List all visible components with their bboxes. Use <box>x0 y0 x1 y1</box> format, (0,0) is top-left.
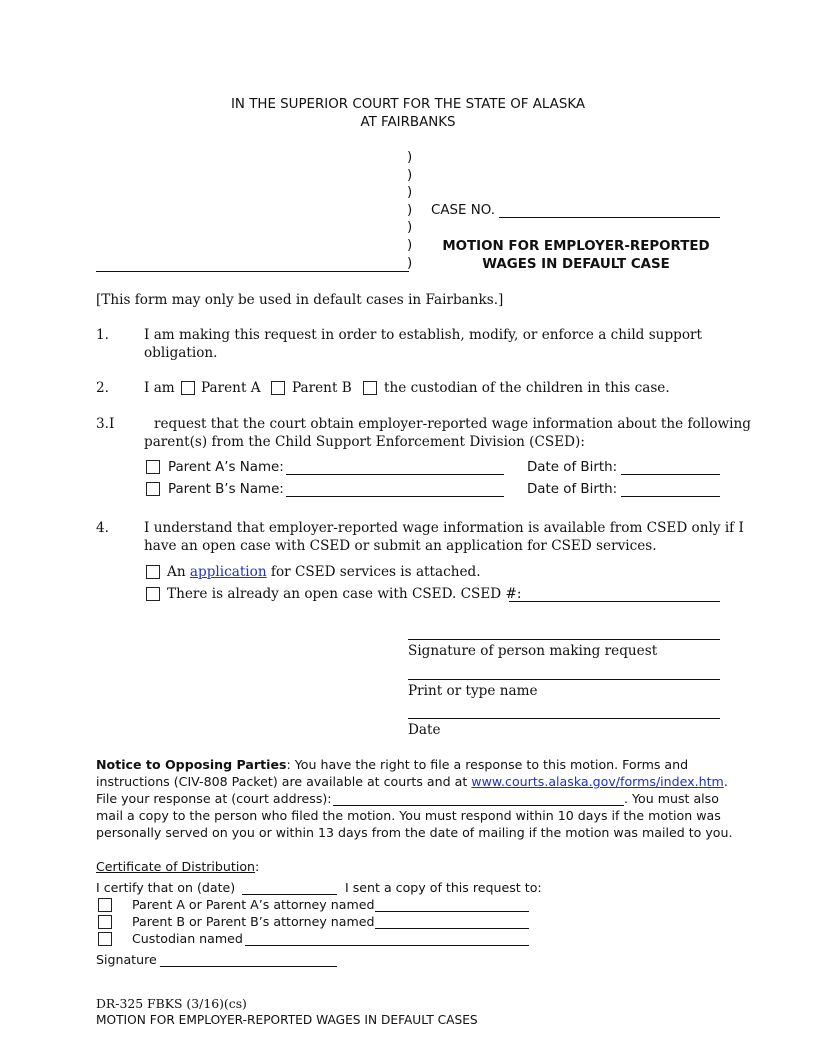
notice-line5: personally served on you or within 13 days from the date of mailing if the motion was mailed to you. <box>96 825 733 840</box>
parent-a-checkbox[interactable] <box>181 381 195 395</box>
print-name-line[interactable] <box>408 679 720 680</box>
distribution-parent-b-field[interactable] <box>375 928 529 929</box>
notice-period: . <box>723 774 728 789</box>
item3-text-line2: parent(s) from the Child Support Enforcement Division (CSED): <box>144 434 585 450</box>
notice-line3-post: . You must also <box>624 791 719 806</box>
item1-text-line1: I am making this request in order to establish, modify, or enforce a child support <box>144 327 702 343</box>
court-location: AT FAIRBANKS <box>360 115 456 130</box>
parent-a-label: Parent A <box>201 380 261 396</box>
item2-number: 2. <box>96 380 109 396</box>
date-line[interactable] <box>408 718 720 719</box>
parent-b-name-checkbox[interactable] <box>146 482 160 496</box>
certify-sent-label: I sent a copy of this request to: <box>345 880 542 895</box>
forms-website-link[interactable]: www.courts.alaska.gov/forms/index.htm <box>471 774 724 789</box>
item3-text-line1: request that the court obtain employer-reported wage information about the following <box>154 416 751 432</box>
parent-a-name-field[interactable] <box>286 474 504 475</box>
notice-line1 <box>96 757 688 772</box>
caption-paren: ) <box>407 220 413 235</box>
caption-paren: ) <box>407 150 413 165</box>
caption-paren: ) <box>407 256 413 271</box>
print-name-label: Print or type name <box>408 683 538 699</box>
distribution-signature-label: Signature <box>96 952 157 967</box>
case-no-field[interactable] <box>499 217 720 218</box>
csed-number-field[interactable] <box>509 601 720 602</box>
item2-lead: I am <box>144 380 175 396</box>
certify-date-field[interactable] <box>242 894 337 895</box>
form-title-line2: WAGES IN DEFAULT CASE <box>482 257 670 272</box>
form-title-line1: MOTION FOR EMPLOYER-REPORTED <box>442 239 710 254</box>
distribution-parent-a-field[interactable] <box>375 911 529 912</box>
caption-paren: ) <box>407 238 413 253</box>
item4-text-line2: have an open case with CSED or submit an application for CSED services. <box>144 538 657 554</box>
item3-number: 3.I <box>96 416 115 432</box>
distribution-parent-a-label: Parent A or Parent A’s attorney named <box>132 897 375 912</box>
parent-b-label: Parent B <box>292 380 352 396</box>
parent-a-name-checkbox[interactable] <box>146 460 160 474</box>
case-no-label: CASE NO. <box>431 203 495 218</box>
application-attached-checkbox[interactable] <box>146 565 160 579</box>
item1-text-line2: obligation. <box>144 345 218 361</box>
caption-paren: ) <box>407 185 413 200</box>
distribution-parent-a-checkbox[interactable] <box>98 898 112 912</box>
parent-b-name-label: Parent B’s Name: <box>168 482 284 497</box>
custodian-label: the custodian of the children in this case. <box>384 380 670 396</box>
parent-b-dob-label: Date of Birth: <box>527 482 618 497</box>
footer-form-title: MOTION FOR EMPLOYER-REPORTED WAGES IN DEFAULT CASES <box>96 1013 478 1027</box>
court-name: IN THE SUPERIOR COURT FOR THE STATE OF ALASKA <box>230 97 586 112</box>
notice-line2 <box>96 774 728 789</box>
parent-a-name-label: Parent A’s Name: <box>168 460 284 475</box>
application-link[interactable]: application <box>189 564 267 580</box>
distribution-parent-b-label: Parent B or Parent B’s attorney named <box>132 914 375 929</box>
footer-form-id: DR-325 FBKS (3/16)(cs) <box>96 996 247 1011</box>
certificate-heading <box>96 859 259 874</box>
certify-date-label: I certify that on (date) <box>96 880 236 895</box>
distribution-custodian-field[interactable] <box>245 945 529 946</box>
form-note: [This form may only be used in default cases in Fairbanks.] <box>96 292 504 308</box>
notice-text-2: instructions (CIV-808 Packet) are available at courts and at <box>96 774 468 789</box>
parent-b-name-field[interactable] <box>286 496 504 497</box>
notice-line3-label: File your response at (court address): <box>96 791 332 806</box>
parent-a-dob-label: Date of Birth: <box>527 460 618 475</box>
custodian-checkbox[interactable] <box>363 381 377 395</box>
item4-number: 4. <box>96 520 109 536</box>
parent-b-dob-field[interactable] <box>621 496 720 497</box>
certificate-heading-text: Certificate of Distribution <box>96 859 256 874</box>
open-case-label: There is already an open case with CSED. CSED #: <box>167 586 522 602</box>
application-option <box>167 564 481 580</box>
item4-text-line1: I understand that employer-reported wage information is available from CSED only if I <box>144 520 744 536</box>
parent-b-checkbox[interactable] <box>271 381 285 395</box>
distribution-custodian-label: Custodian named <box>132 931 243 946</box>
application-option-pre: An <box>167 564 186 580</box>
distribution-custodian-checkbox[interactable] <box>98 932 112 946</box>
certificate-colon: : <box>255 859 260 874</box>
date-label: Date <box>408 722 441 738</box>
notice-heading: Notice to Opposing Parties <box>96 757 287 772</box>
signature-line[interactable] <box>408 639 720 640</box>
distribution-parent-b-checkbox[interactable] <box>98 915 112 929</box>
open-case-checkbox[interactable] <box>146 587 160 601</box>
caption-paren: ) <box>407 168 413 183</box>
item1-number: 1. <box>96 327 109 343</box>
court-address-field[interactable] <box>333 805 624 806</box>
application-option-post: for CSED services is attached. <box>270 564 481 580</box>
caption-paren: ) <box>407 203 413 218</box>
parent-a-dob-field[interactable] <box>621 474 720 475</box>
notice-text-1: : You have the right to file a response to this motion. Forms and <box>286 757 689 772</box>
party-name-line[interactable] <box>96 271 409 272</box>
distribution-signature-field[interactable] <box>160 966 337 967</box>
notice-line4: mail a copy to the person who filed the motion. You must respond within 10 days if the motion was <box>96 808 721 823</box>
signature-label: Signature of person making request <box>408 643 658 659</box>
